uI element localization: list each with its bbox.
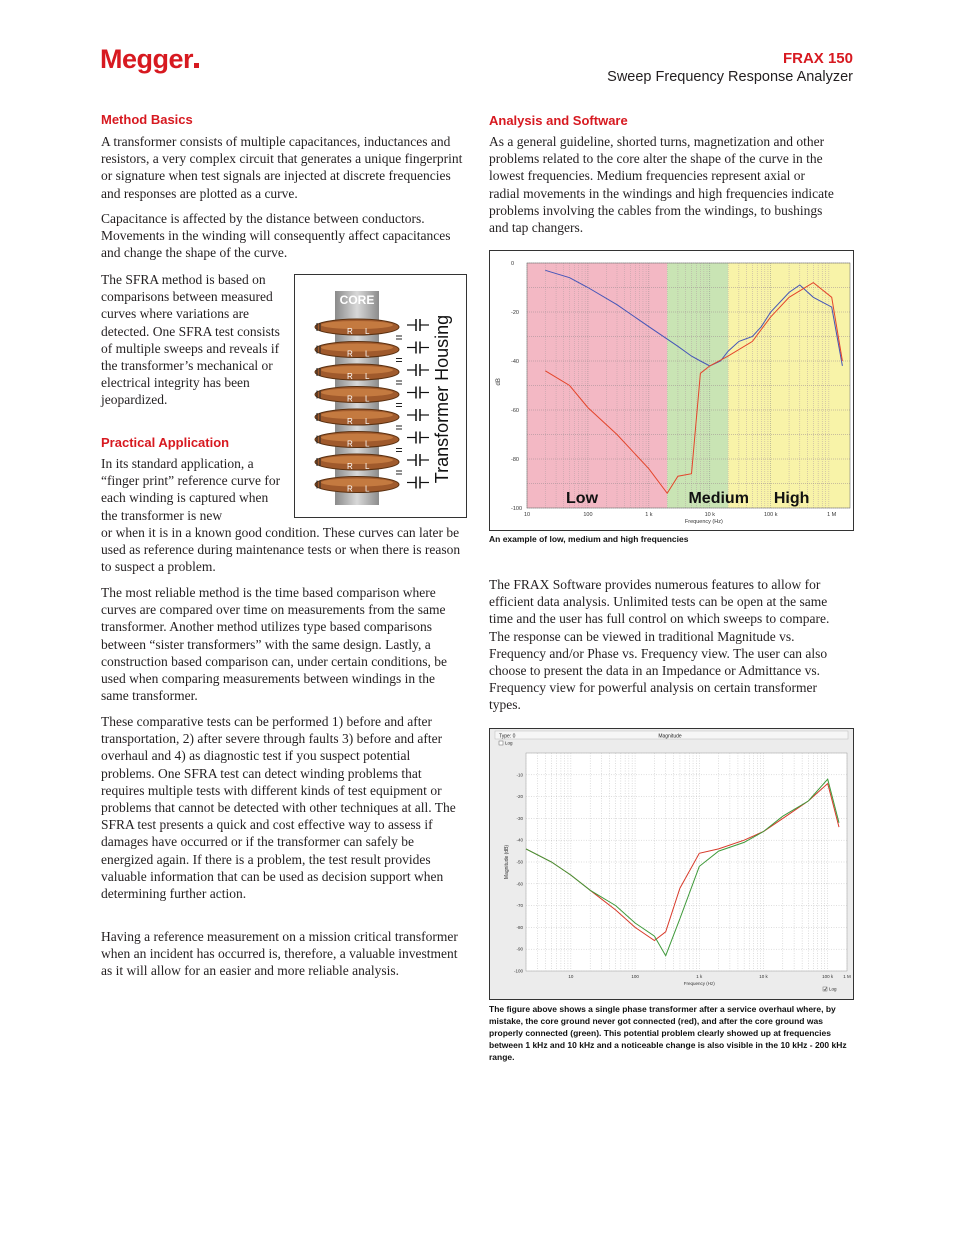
practical-paragraph-1b: or when it is in a known good condition. These curves can later be used as reference during maintenance tests or when there is reason to suspect a problem. bbox=[101, 525, 461, 575]
y-tick-label: 0 bbox=[511, 261, 515, 267]
log-checkbox-label-bottom: Log bbox=[829, 986, 837, 992]
winding-coil-highlight bbox=[321, 344, 393, 352]
resistor-label: R bbox=[347, 417, 353, 426]
analysis-software-heading: Analysis and Software bbox=[489, 113, 628, 128]
magnitude-chart bbox=[489, 728, 854, 1000]
y-tick-label: -100 bbox=[511, 506, 523, 512]
x-tick-label: 10 bbox=[523, 512, 531, 518]
method-paragraph-2: Capacitance is affected by the distance between conductors. Movements in the winding will consequently affect capacitances and change the shape of the curve. bbox=[101, 211, 451, 261]
x-tick-label: 1 k bbox=[645, 512, 653, 518]
product-header bbox=[607, 50, 853, 87]
product-name: FRAX 150 bbox=[782, 50, 853, 67]
band-label-high: High bbox=[773, 490, 810, 507]
inductor-label: L bbox=[365, 349, 370, 359]
x-tick-label: 100 bbox=[631, 974, 639, 979]
x-tick-label: 100 k bbox=[822, 974, 834, 979]
inductor-label: L bbox=[365, 462, 370, 471]
x-tick-label: 100 k bbox=[763, 512, 778, 518]
vertical-capacitor-symbols bbox=[396, 336, 402, 474]
y-tick-label: -20 bbox=[516, 794, 523, 800]
resistor-label: R bbox=[347, 484, 353, 494]
y-tick-label: -80 bbox=[511, 457, 519, 463]
winding-coil-highlight bbox=[321, 479, 393, 487]
x-tick-label: 1 M bbox=[843, 974, 851, 979]
inductor-label: L bbox=[365, 439, 370, 449]
y-tick-label: -40 bbox=[511, 359, 519, 365]
y-axis-label: dB bbox=[496, 378, 502, 386]
x-tick-label: 1 k bbox=[696, 974, 703, 979]
resistor-label: R bbox=[347, 327, 353, 336]
logo-dot-icon bbox=[194, 63, 199, 68]
chart-title: Magnitude bbox=[658, 733, 682, 740]
resistor-label: R bbox=[347, 462, 353, 471]
winding-coil-highlight bbox=[321, 389, 393, 397]
x-tick-label: 1 M bbox=[827, 512, 837, 518]
inductor-label: L bbox=[365, 372, 370, 381]
method-basics-heading: Method Basics bbox=[101, 112, 193, 127]
product-subtitle: Sweep Frequency Response Analyzer bbox=[607, 69, 853, 85]
practical-paragraph-2: The most reliable method is the time based comparison where curves are compared over time on measurements from the same transformer. Another method utilizes type based comparisons between “sister transformers” with the same design. Lastly, a construction based comparison can, under certain conditions, be used when comparing measurements between windings in the same transformer. bbox=[101, 585, 448, 704]
inductor-label: L bbox=[365, 484, 370, 494]
analysis-paragraph: As a general guideline, shorted turns, magnetization and other problems related to the core alter the shape of the curve in the lowest frequencies. Medium frequencies represent axial or radial movements in the windings and high frequencies indicate problems involving the cables from the windings, to bushings and tap changers. bbox=[489, 134, 834, 236]
y-tick-label: -70 bbox=[516, 903, 523, 909]
magnitude-chart-svg bbox=[490, 729, 853, 999]
band-label-low: Low bbox=[566, 490, 599, 507]
resistor-label: R bbox=[347, 439, 353, 449]
winding-coil-highlight bbox=[321, 366, 393, 374]
megger-logo: Megger bbox=[100, 44, 199, 75]
core-label: CORE bbox=[339, 293, 375, 307]
winding-coil-highlight bbox=[321, 321, 393, 329]
inductor-label: L bbox=[365, 394, 370, 404]
resistor-label: R bbox=[347, 349, 353, 359]
frequency-bands-chart bbox=[489, 250, 854, 531]
method-paragraph-1: A transformer consists of multiple capacitances, inductances and resistors, a very complex circuit that generates a unique fingerprint or signature when test signals are injected at discrete frequencies and responses are plotted as a curve. bbox=[101, 134, 463, 201]
practical-paragraph-1a: In its standard application, a “finger print” reference curve for each winding is captured when the transformer is new bbox=[101, 456, 281, 523]
frequency-bands-chart-svg bbox=[490, 251, 853, 530]
y-tick-label: -40 bbox=[516, 837, 523, 843]
winding-coil-highlight bbox=[321, 456, 393, 464]
y-tick-label: -30 bbox=[516, 815, 523, 821]
practical-paragraph-4: Having a reference measurement on a mission critical transformer when an incident has occurred is, therefore, a valuable investment as it will allow for an easier and more reliable analysis. bbox=[101, 929, 458, 979]
method-paragraph-3: The SFRA method is based on comparisons between measured curves where variations are detected. One SFRA test consists of multiple sweeps and reveals if the transformer’s mechanical or electrical integrity has been jeopardized. bbox=[101, 272, 280, 408]
panel-type-label: Type: 0 bbox=[499, 733, 516, 740]
log-checkbox-label: Log bbox=[505, 740, 513, 746]
x-axis-label: Frequency (Hz) bbox=[683, 981, 715, 986]
resistor-label: R bbox=[347, 372, 353, 381]
band-label-medium: Medium bbox=[688, 490, 749, 507]
practical-paragraph-3: These comparative tests can be performed 1) before and after transportation, 2) after severe through faults 3) before and after overhaul and 4) as diagnostic test if you suspect potential problems. One SFRA test can detect winding problems that requires multiple tests with different kinds of test equipment or problems that cannot be detected with other techniques at all. The SFRA test presents a quick and cost effective way to assess if damages have occurred or if the transformer can safely be energized again. If there is a problem, the test result provides valuable information that can be used as decision support when determining further action. bbox=[101, 714, 456, 902]
x-tick-label: 10 k bbox=[704, 512, 715, 518]
y-tick-label: -20 bbox=[511, 310, 519, 316]
y-tick-label: -90 bbox=[516, 946, 523, 952]
winding-coil-highlight bbox=[321, 434, 393, 442]
inductor-label: L bbox=[365, 327, 370, 336]
practical-application-heading: Practical Application bbox=[101, 435, 230, 450]
log-checkbox-top bbox=[499, 741, 503, 745]
y-axis-label: Magnitude (dB) bbox=[504, 844, 510, 880]
x-tick-label: 100 bbox=[583, 512, 593, 518]
x-tick-label: 10 k bbox=[759, 974, 768, 979]
transformer-diagram bbox=[294, 274, 467, 518]
chart2-caption: The figure above shows a single phase transformer after a service overhaul where, by mistake, the core ground never got connected (red), and after the core ground was properly connected (green). This potential problem clearly showed up at frequencies between 1 kHz and 10 kHz and a noticeable change is also visible in the 10 kHz - 200 kHz range. bbox=[489, 1004, 847, 1062]
resistor-label: R bbox=[347, 394, 353, 404]
winding-coil-highlight bbox=[321, 411, 393, 419]
y-tick-label: -50 bbox=[516, 859, 523, 865]
housing-label: Transformer Housing bbox=[432, 314, 452, 484]
transformer-diagram-svg bbox=[295, 275, 466, 517]
chart1-caption: An example of low, medium and high frequencies bbox=[489, 534, 689, 544]
y-tick-label: -80 bbox=[516, 924, 523, 930]
x-axis-label: Frequency (Hz) bbox=[684, 519, 723, 525]
y-tick-label: -100 bbox=[513, 968, 523, 974]
y-tick-label: -10 bbox=[516, 772, 523, 778]
y-tick-label: -60 bbox=[511, 408, 519, 414]
inductor-label: L bbox=[365, 417, 370, 426]
software-paragraph: The FRAX Software provides numerous features to allow for efficient data analysis. Unlimited tests can be open at the same time and the user has full control on which sweeps to compare. The response can be viewed in traditional Magnitude vs. Frequency and/or Phase vs. Frequency view. The user can also choose to present the data in an Impedance or Admittance vs. Frequency view for powerful analysis on certain transformer types. bbox=[489, 577, 830, 713]
x-tick-label: 10 bbox=[568, 974, 574, 979]
y-tick-label: -60 bbox=[516, 881, 523, 887]
